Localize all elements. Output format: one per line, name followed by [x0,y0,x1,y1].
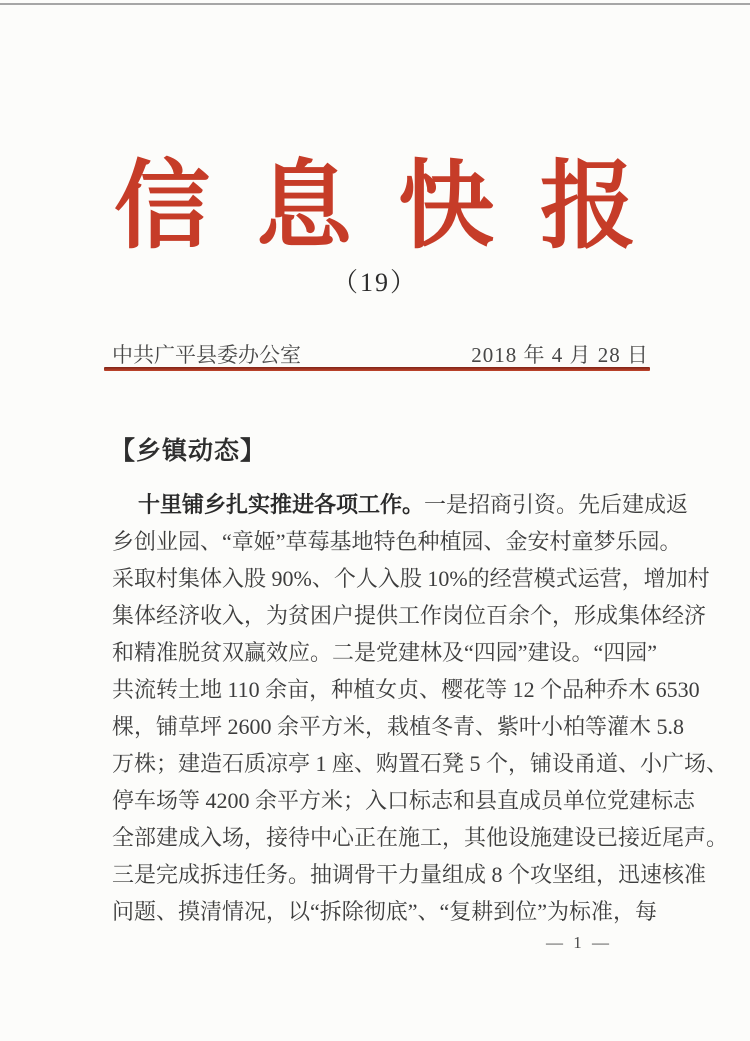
body-line: 集体经济收入，为贫困户提供工作岗位百余个，形成集体经济 [112,603,707,628]
issue-number: （19） [331,268,418,297]
header-row [112,339,649,369]
body-line: 全部建成入场，接待中心正在施工，其他设施建设已接近尾声。 [112,825,729,850]
body-line [112,490,689,527]
body-line: 采取村集体入股 90%、个人入股 10%的经营模式运营，增加村 [112,566,710,591]
article-body [112,490,729,934]
body-line: 万株；建造石质凉亭 1 座、购置石凳 5 个，铺设甬道、小广场、 [112,751,729,776]
body-line: 棵，铺草坪 2600 余平方米，栽植冬青、紫叶小柏等灌木 5.8 [112,714,685,739]
body-line: 三是完成拆违任务。抽调骨干力量组成 8 个攻坚组，迅速核准 [112,862,707,887]
page-number: — 1 — [546,933,612,952]
body-line: 乡创业园、“章姬”草莓基地特色种植园、金安村童梦乐园。 [112,529,682,554]
bulletin-title: 信息快报 [114,153,682,260]
red-divider-line [104,367,650,371]
body-line: 共流转土地 110 余亩，种植女贞、樱花等 12 个品种乔木 6530 [112,677,700,702]
body-line: 和精准脱贫双赢效应。二是党建林及“四园”建设。“四园” [112,640,658,665]
section-title: 【乡镇动态】 [110,438,267,465]
article-lead: 十里铺乡扎实推进各项工作。 [138,492,425,517]
body-line: 问题、摸清情况，以“拆除彻底”、“复耕到位”为标准，每 [112,899,658,924]
scan-edge-line [0,3,750,5]
body-text: 一是招商引资。先后建成返 [424,492,689,517]
issue-date: 2018 年 4 月 28 日 [471,343,649,367]
body-line: 停车场等 4200 余平方米；入口标志和县直成员单位党建标志 [112,788,696,813]
issuing-office: 中共广平县委办公室 [112,343,301,367]
